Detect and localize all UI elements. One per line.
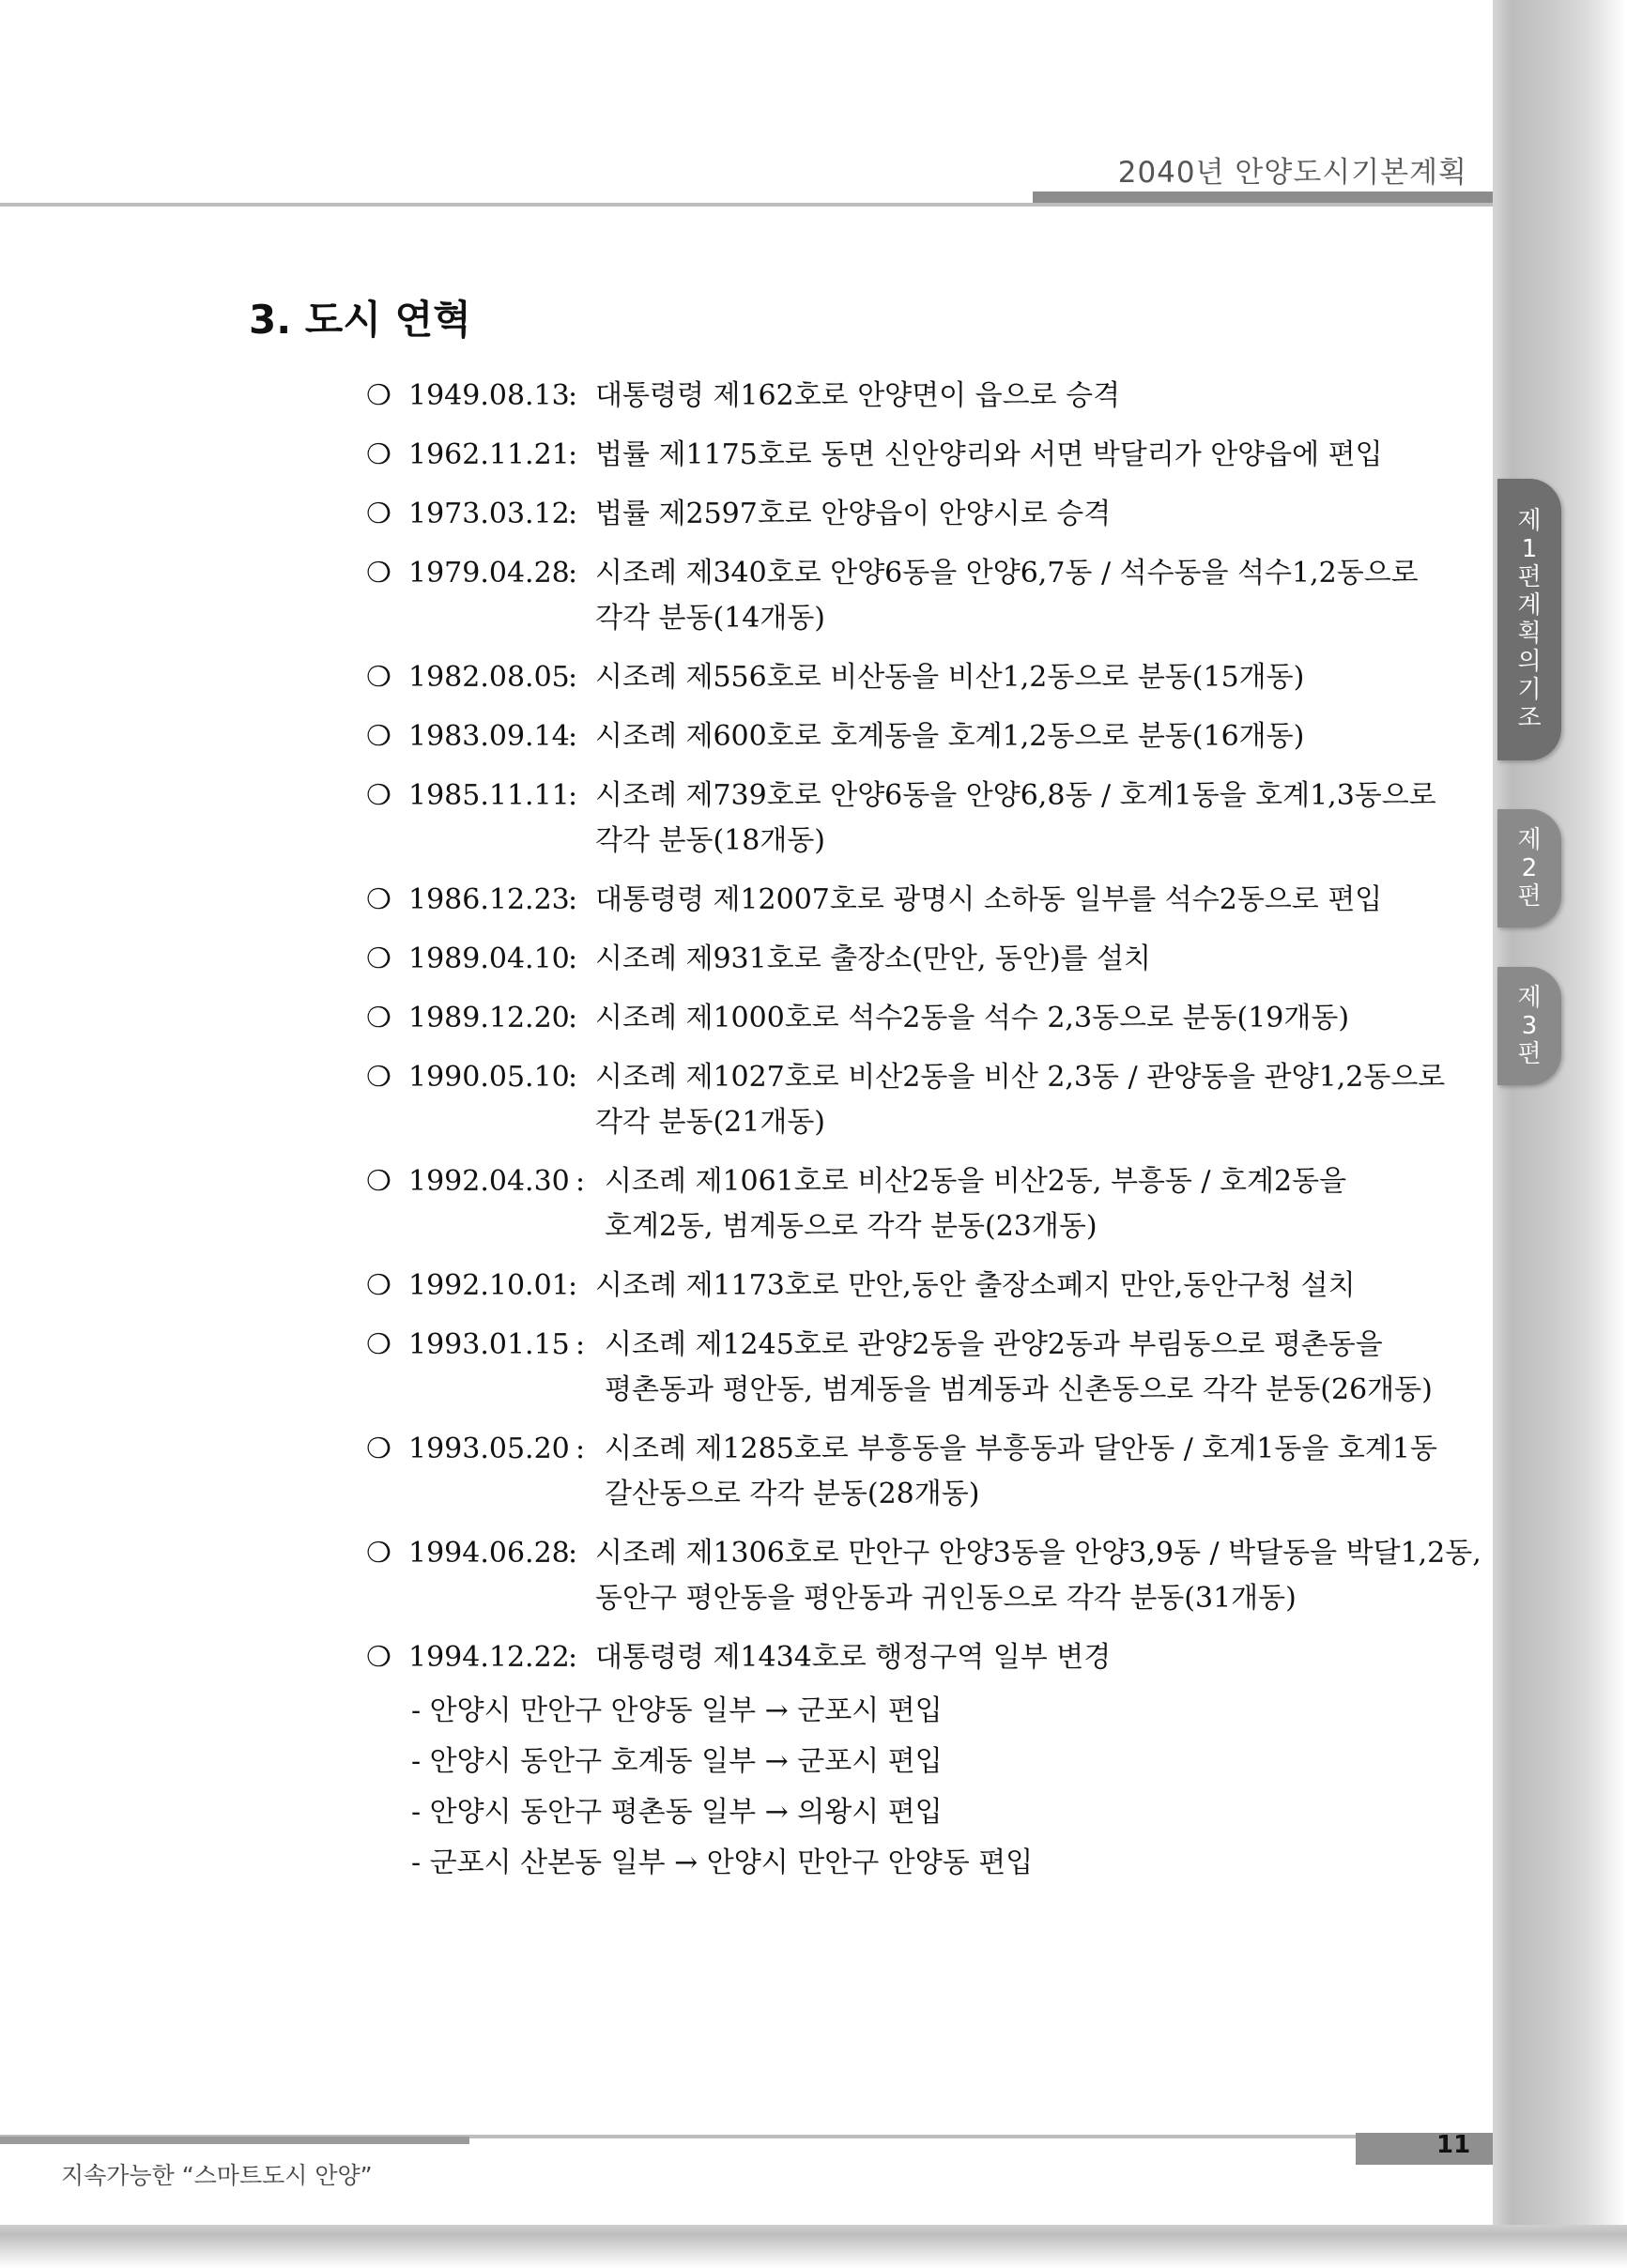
entry-text: 대통령령 제12007호로 광명시 소하동 일부를 석수2동으로 편입 xyxy=(595,883,1383,916)
entry-separator: : xyxy=(568,1269,578,1302)
entry-date: 1989.12.20 xyxy=(408,1002,570,1034)
entry-text: 법률 제1175호로 동면 신안양리와 서면 박달리가 안양읍에 편입 xyxy=(595,438,1383,471)
side-tab-char: 의 xyxy=(1517,648,1542,676)
side-tab-char: 기 xyxy=(1517,676,1542,704)
entry-text: 각각 분동(21개동) xyxy=(595,1106,825,1139)
entry-separator: : xyxy=(568,779,578,812)
bullet-icon: ❍ xyxy=(366,1165,391,1198)
history-entry xyxy=(366,1635,1408,1680)
side-tab-char: 3 xyxy=(1521,1012,1538,1040)
entry-text: 시조례 제1061호로 비산2동을 비산2동, 부흥동 / 호계2동을 xyxy=(605,1165,1347,1198)
header-divider-accent xyxy=(1033,192,1493,203)
bullet-icon: ❍ xyxy=(366,661,391,694)
footer-divider-accent xyxy=(0,2137,469,2144)
footer-slogan: 지속가능한 “스마트도시 안양” xyxy=(61,2162,373,2189)
history-entry xyxy=(366,551,1419,641)
entry-separator: : xyxy=(568,1537,578,1570)
entry-date: 1962.11.21 xyxy=(408,438,570,471)
boundary-change-list xyxy=(411,1689,1033,1892)
entry-separator: : xyxy=(568,661,578,694)
boundary-change-item: - 안양시 동안구 평촌동 일부 → 의왕시 편입 xyxy=(411,1796,943,1829)
bullet-icon: ❍ xyxy=(366,942,391,975)
entry-text: 각각 분동(18개동) xyxy=(595,824,825,857)
header-title: 2040년 안양도시기본계획 xyxy=(1117,156,1467,190)
side-tab-char: 획 xyxy=(1517,620,1542,648)
page-number-box xyxy=(1356,2133,1493,2165)
side-tab-part-1[interactable] xyxy=(1497,479,1561,760)
history-entry xyxy=(366,374,1408,419)
entry-separator: : xyxy=(568,720,578,753)
history-entry xyxy=(366,714,1408,759)
entry-date: 1992.04.30 xyxy=(408,1165,570,1198)
bullet-icon: ❍ xyxy=(366,1641,391,1674)
entry-text: 시조례 제600호로 호계동을 호계1,2동으로 분동(16개동) xyxy=(595,720,1305,753)
entry-text: 시조례 제1027호로 비산2동을 비산 2,3동 / 관양동을 관양1,2동으로 xyxy=(595,1061,1446,1094)
entry-text: 대통령령 제1434호로 행정구역 일부 변경 xyxy=(595,1641,1112,1674)
history-entry xyxy=(366,1159,1408,1249)
bullet-icon: ❍ xyxy=(366,498,391,530)
side-tab-char: 2 xyxy=(1521,854,1538,882)
entry-text: 대통령령 제162호로 안양면이 읍으로 승격 xyxy=(595,379,1121,412)
entry-separator: : xyxy=(568,883,578,916)
bullet-icon: ❍ xyxy=(366,379,391,412)
entry-text: 시조례 제1173호로 만안,동안 출장소폐지 만안,동안구청 설치 xyxy=(595,1269,1356,1302)
boundary-change-item: - 안양시 동안구 호계동 일부 → 군포시 편입 xyxy=(411,1745,943,1778)
entry-date: 1985.11.11 xyxy=(408,779,570,812)
bullet-icon: ❍ xyxy=(366,1269,391,1302)
entry-text: 시조례 제1306호로 만안구 안양3동을 안양3,9동 / 박달동을 박달1,2동, xyxy=(595,1537,1481,1570)
entry-date: 1994.12.22 xyxy=(408,1641,570,1674)
entry-separator: : xyxy=(568,942,578,975)
entry-separator: : xyxy=(568,1641,578,1674)
side-tab-char: 1 xyxy=(1521,535,1538,563)
entry-text: 시조례 제340호로 안양6동을 안양6,7동 / 석수동을 석수1,2동으로 xyxy=(595,557,1419,590)
section-title: 3. 도시 연혁 xyxy=(249,297,471,343)
bullet-icon: ❍ xyxy=(366,438,391,471)
entry-separator: : xyxy=(568,438,578,471)
entry-date: 1992.10.01 xyxy=(408,1269,570,1302)
bullet-icon: ❍ xyxy=(366,1328,391,1361)
bullet-icon: ❍ xyxy=(366,779,391,812)
bullet-icon: ❍ xyxy=(366,1433,391,1465)
entry-text: 시조례 제1285호로 부흥동을 부흥동과 달안동 / 호계1동을 호계1동 xyxy=(605,1433,1437,1465)
side-tab-char: 제 xyxy=(1517,826,1542,854)
side-tab-char: 계 xyxy=(1517,591,1542,620)
history-entry xyxy=(366,774,1436,864)
entry-separator: : xyxy=(568,1061,578,1094)
side-tab-char: 제 xyxy=(1517,507,1542,535)
entry-date: 1979.04.28 xyxy=(408,557,570,590)
entry-text: 동안구 평안동을 평안동과 귀인동으로 각각 분동(31개동) xyxy=(595,1582,1297,1615)
entry-separator: : xyxy=(576,1328,586,1361)
entry-date: 1973.03.12 xyxy=(408,498,570,530)
history-entry xyxy=(366,1323,1433,1413)
side-tab-char: 제 xyxy=(1517,984,1542,1012)
entry-text: 호계2동, 범계동으로 각각 분동(23개동) xyxy=(605,1210,1097,1243)
entry-date: 1994.06.28 xyxy=(408,1537,570,1570)
history-entry xyxy=(366,937,1408,982)
page-number: 11 xyxy=(1436,2131,1471,2159)
bullet-icon: ❍ xyxy=(366,720,391,753)
entry-separator: : xyxy=(576,1165,586,1198)
entry-date: 1982.08.05 xyxy=(408,661,570,694)
history-list xyxy=(366,374,1481,1694)
entry-text: 시조례 제1000호로 석수2동을 석수 2,3동으로 분동(19개동) xyxy=(595,1002,1350,1034)
bullet-icon: ❍ xyxy=(366,557,391,590)
side-tab-char: 편 xyxy=(1517,1040,1542,1068)
entry-text: 갈산동으로 각각 분동(28개동) xyxy=(605,1478,980,1510)
history-entry xyxy=(366,655,1408,700)
bullet-icon: ❍ xyxy=(366,1061,391,1094)
boundary-change-item: - 안양시 만안구 안양동 일부 → 군포시 편입 xyxy=(411,1694,943,1727)
side-tab-part-2[interactable] xyxy=(1497,809,1561,927)
entry-date: 1993.01.15 xyxy=(408,1328,570,1361)
history-entry xyxy=(366,492,1408,537)
history-entry xyxy=(366,996,1408,1041)
side-tab-char: 편 xyxy=(1517,882,1542,911)
entry-date: 1949.08.13 xyxy=(408,379,570,412)
entry-text: 각각 분동(14개동) xyxy=(595,602,825,635)
history-entry xyxy=(366,433,1408,478)
history-entry xyxy=(366,1055,1446,1145)
history-entry xyxy=(366,1427,1437,1517)
bullet-icon: ❍ xyxy=(366,1537,391,1570)
entry-separator: : xyxy=(568,379,578,412)
entry-date: 1986.12.23 xyxy=(408,883,570,916)
entry-text: 시조례 제739호로 안양6동을 안양6,8동 / 호계1동을 호계1,3동으로 xyxy=(595,779,1436,812)
entry-date: 1990.05.10 xyxy=(408,1061,570,1094)
page-edge-bottom xyxy=(0,2225,1627,2268)
history-entry xyxy=(366,1531,1481,1621)
page-edge-right xyxy=(1493,0,1627,2268)
side-tab-char: 조 xyxy=(1517,704,1542,732)
bullet-icon: ❍ xyxy=(366,1002,391,1034)
side-tab-char: 편 xyxy=(1517,563,1542,591)
history-entry xyxy=(366,1264,1408,1309)
entry-separator: : xyxy=(576,1433,586,1465)
bullet-icon: ❍ xyxy=(366,883,391,916)
entry-separator: : xyxy=(568,1002,578,1034)
entry-text: 평촌동과 평안동, 범계동을 범계동과 신촌동으로 각각 분동(26개동) xyxy=(605,1373,1433,1406)
entry-date: 1993.05.20 xyxy=(408,1433,570,1465)
header-divider xyxy=(0,203,1493,207)
entry-separator: : xyxy=(568,498,578,530)
entry-date: 1989.04.10 xyxy=(408,942,570,975)
history-entry xyxy=(366,878,1408,923)
entry-text: 법률 제2597호로 안양읍이 안양시로 승격 xyxy=(595,498,1112,530)
entry-text: 시조례 제1245호로 관양2동을 관양2동과 부림동으로 평촌동을 xyxy=(605,1328,1383,1361)
entry-date: 1983.09.14 xyxy=(408,720,570,753)
entry-separator: : xyxy=(568,557,578,590)
entry-text: 시조례 제931호로 출장소(만안, 동안)를 설치 xyxy=(595,942,1152,975)
side-tab-part-3[interactable] xyxy=(1497,967,1561,1085)
entry-text: 시조례 제556호로 비산동을 비산1,2동으로 분동(15개동) xyxy=(595,661,1305,694)
boundary-change-item: - 군포시 산본동 일부 → 안양시 만안구 안양동 편입 xyxy=(411,1847,1034,1879)
